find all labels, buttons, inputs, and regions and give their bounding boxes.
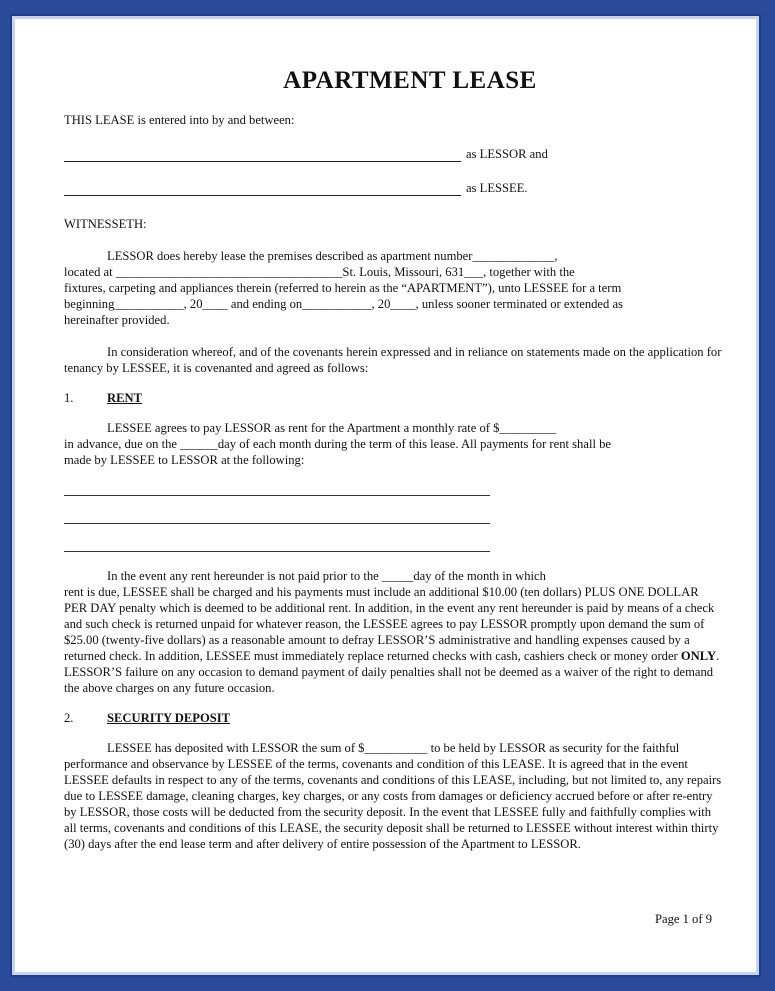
document-title: APARTMENT LEASE — [283, 67, 537, 94]
premises-line-4: beginning___________, 20____ and ending on___________, 20____, unless sooner terminated or extended as — [64, 297, 623, 311]
rent-line-2: in advance, due on the ______day of each month during the term of this lease. All payments for rent shall be — [64, 437, 611, 451]
lessor-label: as LESSOR and — [466, 147, 548, 161]
intro-text: THIS LEASE is entered into by and between: — [64, 113, 295, 127]
late-payment-text: rent is due, LESSEE shall be charged and his payments must include an additional $10.00 (ten dollars) PLUS ONE DOLLAR PER DAY penalty which is deemed to be additional rent. In addition, in the event any rent hereunder is paid by means of a check and such check is returned unpaid for whatever reason, the LESSEE agrees to pay LESSOR promptly upon demand the sum of $25.00 (twenty-five dollars) as a reasonable amount to defray LESSOR’S administrative and handling expenses caused by a returned check. In addition, LESSEE must immediately replace returned checks with cash, cashiers check or money order — [64, 585, 715, 663]
rent-paragraph — [64, 420, 724, 468]
witnesseth-heading: WITNESSETH: — [64, 217, 147, 231]
payment-address-lines — [64, 480, 724, 552]
late-payment-body — [64, 584, 724, 696]
page-number: Page 1 of 9 — [654, 912, 712, 926]
document-frame — [10, 14, 761, 977]
premises-line-1: LESSOR does hereby lease the premises described as apartment number_____________, — [107, 249, 558, 263]
payment-address-line[interactable] — [64, 508, 490, 524]
payment-address-line[interactable] — [64, 536, 490, 552]
lessee-label: as LESSEE. — [466, 181, 528, 195]
rent-line-3: made by LESSEE to LESSOR at the following: — [64, 453, 305, 467]
lessee-signature-line[interactable] — [64, 181, 461, 196]
late-payment-end: . LESSOR’S failure on any occasion to demand payment of daily penalties shall not be deemed as a waiver of the right to demand the above charges on any future occasion. — [64, 649, 720, 695]
section-deposit-heading — [64, 710, 724, 726]
payment-address-line[interactable] — [64, 480, 490, 496]
premises-paragraph — [64, 248, 724, 328]
late-payment-paragraph — [64, 568, 724, 696]
only-emphasis: ONLY — [680, 649, 717, 663]
rent-line-1: LESSEE agrees to pay LESSOR as rent for the Apartment a monthly rate of $_________ — [107, 421, 557, 435]
late-payment-line-1: In the event any rent hereunder is not paid prior to the _____day of the month in which — [107, 569, 546, 583]
premises-line-5: hereinafter provided. — [64, 313, 170, 327]
lessor-signature-row — [64, 146, 724, 162]
section-rent-heading — [64, 390, 724, 406]
consideration-paragraph: In consideration whereof, and of the covenants herein expressed and in reliance on statements made on the application for tenancy by LESSEE, it is covenanted and agreed as follows: — [64, 345, 722, 375]
section-number: 2. — [64, 711, 74, 725]
section-number: 1. — [64, 391, 74, 405]
document-page — [64, 66, 724, 852]
deposit-paragraph: LESSEE has deposited with LESSOR the sum of $__________ to be held by LESSOR as security for the faithful performance and observance by LESSEE of the terms, covenants and condition of this LEASE. It is agreed that in the event LESSEE defaults in respect to any of the terms, covenants and conditions of this LEASE, including, but not limited to, any repairs due to LESSEE damage, cleaning charges, key charges, or any costs from damages or deficiency accrued before or after re-entry by LESSOR, those costs will be deducted from the security deposit. In the event that LESSEE fully and faithfully complies with all terms, covenants and conditions of this LEASE, the security deposit shall be returned to LESSEE without interest within thirty (30) days after the end lease term and after delivery of entire possession of the Apartment to LESSOR. — [64, 741, 722, 851]
premises-line-2: located at ____________________________________St. Louis, Missouri, 631___, together with the — [64, 265, 575, 279]
lessor-signature-line[interactable] — [64, 147, 461, 162]
lessee-signature-row — [64, 180, 724, 196]
section-title: RENT — [107, 391, 142, 405]
section-title: SECURITY DEPOSIT — [107, 711, 231, 725]
premises-line-3: fixtures, carpeting and appliances therein (referred to herein as the “APARTMENT”), unto LESSEE for a term — [64, 281, 622, 295]
